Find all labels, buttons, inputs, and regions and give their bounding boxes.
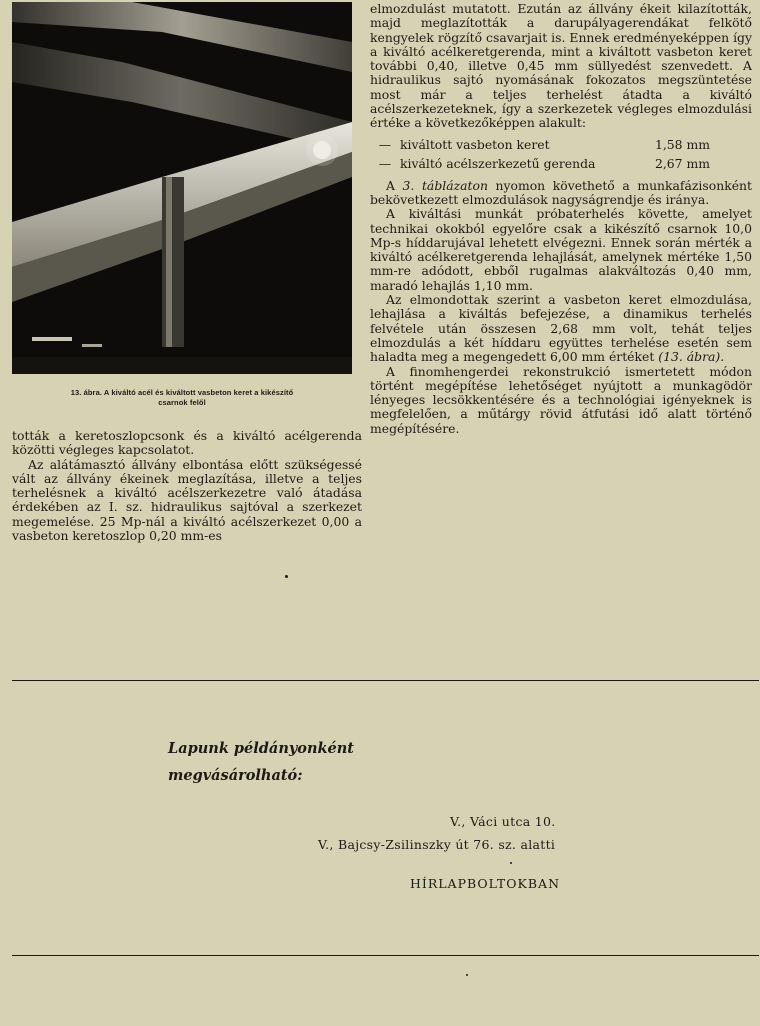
p4-before: Az elmondottak szerint a vasbeton keret elmozdulása, lehajlása a kiváltás befejezése, a dinamikus terhelés felvétele után összesen 2,68 mm volt, tehát teljes elmozdulás a két híddaru együttes terhelése esetén sem haladta meg a megengedett 6,00 mm értéket <box>370 292 752 365</box>
list-item <box>370 135 752 154</box>
figure-caption <box>12 388 352 408</box>
displacement-list <box>370 135 752 173</box>
right-paragraph-1: elmozdulást mutatott. Ezután az állvány ékeit kilazították, majd meglazították a darupályagerendákat felkötő kengyelek rögzítő csavarjait is. Ennek eredményeképpen így a kiváltó acélkeretgerenda, mint a kiváltott vasbeton keret további 0,40, illetve 0,45 mm süllyedést szenvedett. A hidraulikus sajtó nyomásának fokozatos megszüntetése most már a teljes terhelést átadta a kiváltó acélszerkezeteknek, így a szerkezetek végleges elmozdulási értéke a következőképpen alakult: <box>370 1 752 131</box>
right-paragraph-4 <box>370 293 752 364</box>
list-item-name: kiváltó acélszerkezetű gerenda <box>400 155 596 171</box>
ink-speck <box>510 862 512 864</box>
p2-before: A <box>386 177 403 193</box>
figure-photo <box>12 2 352 374</box>
list-item <box>370 154 752 173</box>
list-dash: — <box>378 136 392 152</box>
photo-illustration <box>12 2 352 374</box>
top-divider <box>12 680 759 681</box>
list-item-name: kiváltott vasbeton keret <box>400 136 550 152</box>
address-1: V., Váci utca 10. <box>450 814 556 829</box>
caption-line-2: csarnok felől <box>158 398 206 407</box>
newsstands-label: HÍRLAPBOLTOKBAN <box>410 876 561 891</box>
list-item-value: 2,67 mm <box>654 155 710 171</box>
bottom-divider <box>12 955 759 956</box>
right-paragraph-2 <box>370 179 752 208</box>
advert-title <box>168 735 354 789</box>
advert-title-line-2: megvásárolható: <box>168 767 303 784</box>
ink-dot <box>285 575 288 578</box>
right-column <box>370 2 752 436</box>
address-2: V., Bajcsy-Zsilinszky út 76. sz. alatti <box>318 837 556 852</box>
left-paragraph-2: Az alátámasztó állvány elbontása előtt szükségessé vált az állvány ékeinek meglazítása, illetve a teljes terhelésnek a kiváltó acélszerkezetre való átadása érdekében az I. sz. hidraulikus sajtóval a szerkezet megemelése. 25 Mp-nál a kiváltó acélszerkezet 0,00 a vasbeton keretoszlop 0,20 mm-es <box>12 456 362 544</box>
right-paragraph-5: A finomhengerdei rekonstrukció ismertetett módon történt megépítése lehetőséget nyújtott a munkagödör lényeges lecsökkentésére és a technológiai igényeknek is megfelelően, a műtárgy rövid átfutási idő alatt történő megépítésére. <box>370 363 752 436</box>
advert-title-line-1: Lapunk példányonként <box>168 740 355 757</box>
list-item-value: 1,58 mm <box>654 136 710 152</box>
table-reference: 3. táblázaton <box>402 177 488 193</box>
left-paragraph-1: tották a keretoszlopcsonk és a kiváltó acélgerenda közötti végleges kapcsolatot. <box>12 428 362 458</box>
p2-after: nyomon követhető a munkafázisonként bekövetkezett elmozdulások nagyságrendje és iránya. <box>370 177 752 207</box>
figure-reference: (13. ábra). <box>658 349 725 365</box>
ink-speck <box>466 974 468 976</box>
left-column <box>12 429 362 543</box>
list-dash: — <box>378 155 392 171</box>
right-paragraph-3: A kiváltási munkát próbaterhelés követte, amelyet technikai okokból egyelőre csak a kikészítő csarnok 10,0 Mp-s híddarujával lehetett elvégezni. Ennek során mérték a kiváltó acélkeretgerenda lehajlását, amelynek mértéke 1,50 mm-re adódott, ebből rugalmas alakváltozás 0,40 mm, maradó lehajlás 1,10 mm. <box>370 206 752 293</box>
caption-line-1: 13. ábra. A kiváltó acél és kiváltott vasbeton keret a kikészítő <box>70 388 294 397</box>
